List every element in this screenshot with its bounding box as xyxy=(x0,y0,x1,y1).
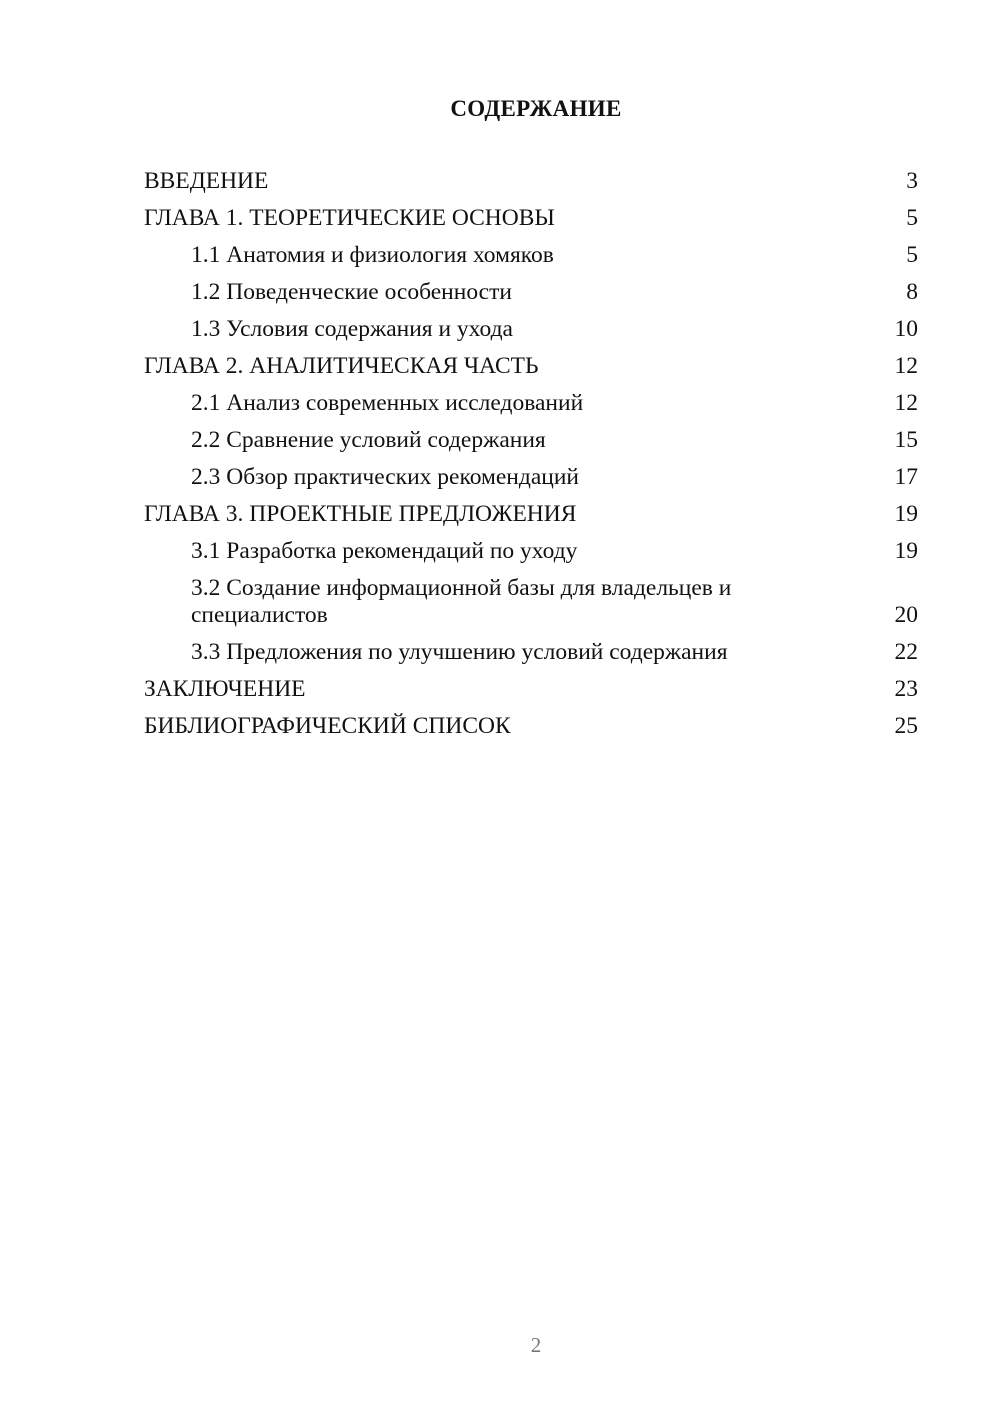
toc-entry-page: 12 xyxy=(894,390,918,416)
toc-entry[interactable] xyxy=(144,390,918,417)
toc-entry-page: 12 xyxy=(894,353,918,379)
toc-entry-label: 2.1 Анализ современных исследований xyxy=(191,390,584,416)
toc-entry[interactable] xyxy=(144,353,918,380)
toc-entry-label: БИБЛИОГРАФИЧЕСКИЙ СПИСОК xyxy=(144,713,511,739)
toc-entry-label: ГЛАВА 2. АНАЛИТИЧЕСКАЯ ЧАСТЬ xyxy=(144,353,539,379)
toc-entry-label: ГЛАВА 1. ТЕОРЕТИЧЕСКИЕ ОСНОВЫ xyxy=(144,205,555,231)
toc-entry[interactable] xyxy=(144,639,918,666)
table-of-contents xyxy=(144,168,918,750)
toc-entry-page: 22 xyxy=(894,639,918,665)
toc-entry-page: 5 xyxy=(906,242,918,268)
toc-entry-page: 23 xyxy=(894,676,918,702)
toc-entry[interactable] xyxy=(144,575,918,629)
toc-entry[interactable] xyxy=(144,316,918,343)
toc-entry-label: 1.1 Анатомия и физиология хомяков xyxy=(191,242,554,268)
toc-entry[interactable] xyxy=(144,205,918,232)
toc-entry-page: 5 xyxy=(906,205,918,231)
toc-entry-label: 3.3 Предложения по улучшению условий содержания xyxy=(191,639,728,665)
toc-entry-label: 3.2 Создание информационной базы для владельцев и специалистов xyxy=(191,575,732,628)
toc-entry-page: 15 xyxy=(894,427,918,453)
toc-entry-page: 8 xyxy=(906,279,918,305)
toc-entry-page: 3 xyxy=(906,168,918,194)
toc-entry-label: 1.2 Поведенческие особенности xyxy=(191,279,512,305)
toc-entry-label: 2.3 Обзор практических рекомендаций xyxy=(191,464,579,490)
toc-entry[interactable] xyxy=(144,279,918,306)
toc-entry[interactable] xyxy=(144,501,918,528)
toc-entry[interactable] xyxy=(144,168,918,195)
toc-entry[interactable] xyxy=(144,713,918,740)
toc-entry[interactable] xyxy=(144,242,918,269)
toc-entry-page: 17 xyxy=(894,464,918,490)
toc-entry[interactable] xyxy=(144,427,918,454)
toc-entry-label: 2.2 Сравнение условий содержания xyxy=(191,427,546,453)
page-number: 2 xyxy=(530,1333,542,1357)
toc-entry-label: 3.1 Разработка рекомендаций по уходу xyxy=(191,538,578,564)
toc-entry-page: 10 xyxy=(894,316,918,342)
toc-entry-label: ГЛАВА 3. ПРОЕКТНЫЕ ПРЕДЛОЖЕНИЯ xyxy=(144,501,577,527)
toc-entry[interactable] xyxy=(144,676,918,703)
toc-entry-label: ВВЕДЕНИЕ xyxy=(144,168,269,194)
toc-entry-page: 25 xyxy=(894,713,918,739)
toc-entry[interactable] xyxy=(144,464,918,491)
toc-entry-label: 1.3 Условия содержания и ухода xyxy=(191,316,513,342)
toc-entry-page: 19 xyxy=(894,501,918,527)
toc-entry-label: ЗАКЛЮЧЕНИЕ xyxy=(144,676,306,702)
toc-title: СОДЕРЖАНИЕ xyxy=(450,96,622,121)
toc-entry[interactable] xyxy=(144,538,918,565)
toc-entry-page: 19 xyxy=(894,538,918,564)
toc-entry-page: 20 xyxy=(894,602,918,628)
